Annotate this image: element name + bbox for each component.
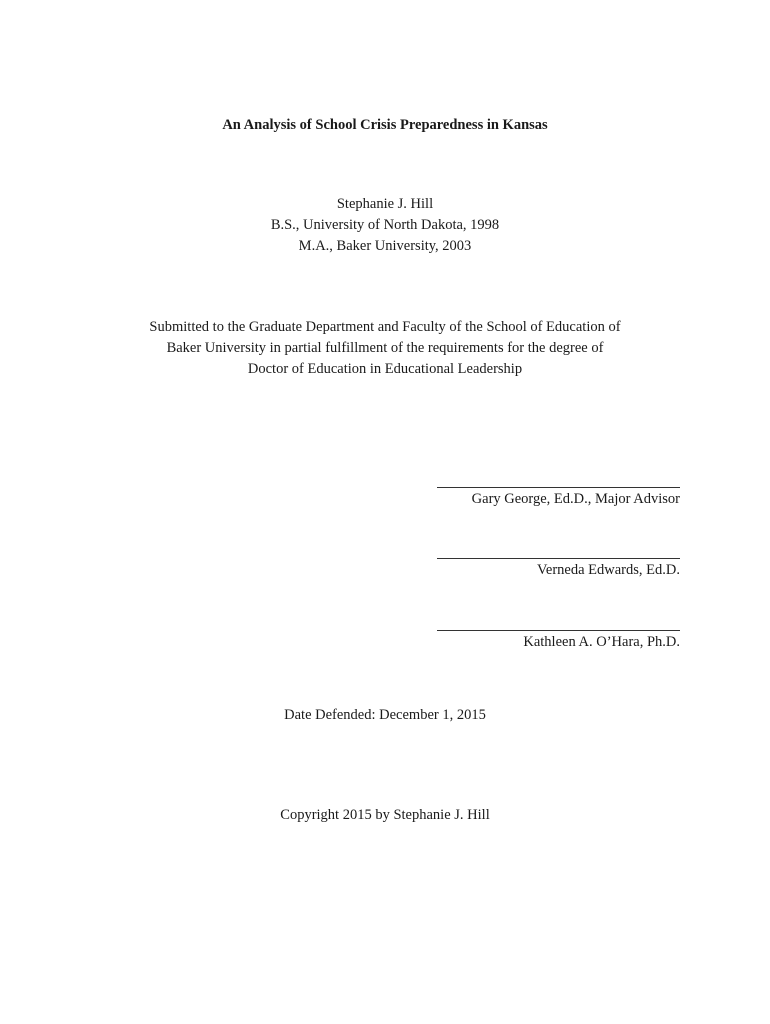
signature-block-member-1 <box>437 558 680 581</box>
document-title: An Analysis of School Crisis Preparedness in Kansas <box>222 117 548 133</box>
author-name: Stephanie J. Hill <box>336 196 434 212</box>
copyright-notice: Copyright 2015 by Stephanie J. Hill <box>280 807 490 823</box>
submission-line-3: Doctor of Education in Educational Leadership <box>247 361 523 377</box>
signatory-name: Gary George, Ed.D., Major Advisor <box>471 491 680 507</box>
author-degree-bs: B.S., University of North Dakota, 1998 <box>270 217 500 233</box>
signature-line <box>437 630 680 631</box>
author-block <box>0 194 770 257</box>
signature-block-member-2 <box>437 630 680 653</box>
signatory-name: Kathleen A. O’Hara, Ph.D. <box>523 634 680 650</box>
signature-line <box>437 487 680 488</box>
date-defended: Date Defended: December 1, 2015 <box>284 707 486 723</box>
author-degree-ma: M.A., Baker University, 2003 <box>298 238 472 254</box>
submission-statement <box>0 317 770 380</box>
signature-block-advisor <box>437 487 680 510</box>
submission-line-1: Submitted to the Graduate Department and Faculty of the School of Education of <box>149 319 621 335</box>
signature-line <box>437 558 680 559</box>
signatory-name: Verneda Edwards, Ed.D. <box>537 562 680 578</box>
submission-line-2: Baker University in partial fulfillment of the requirements for the degree of <box>166 340 604 356</box>
